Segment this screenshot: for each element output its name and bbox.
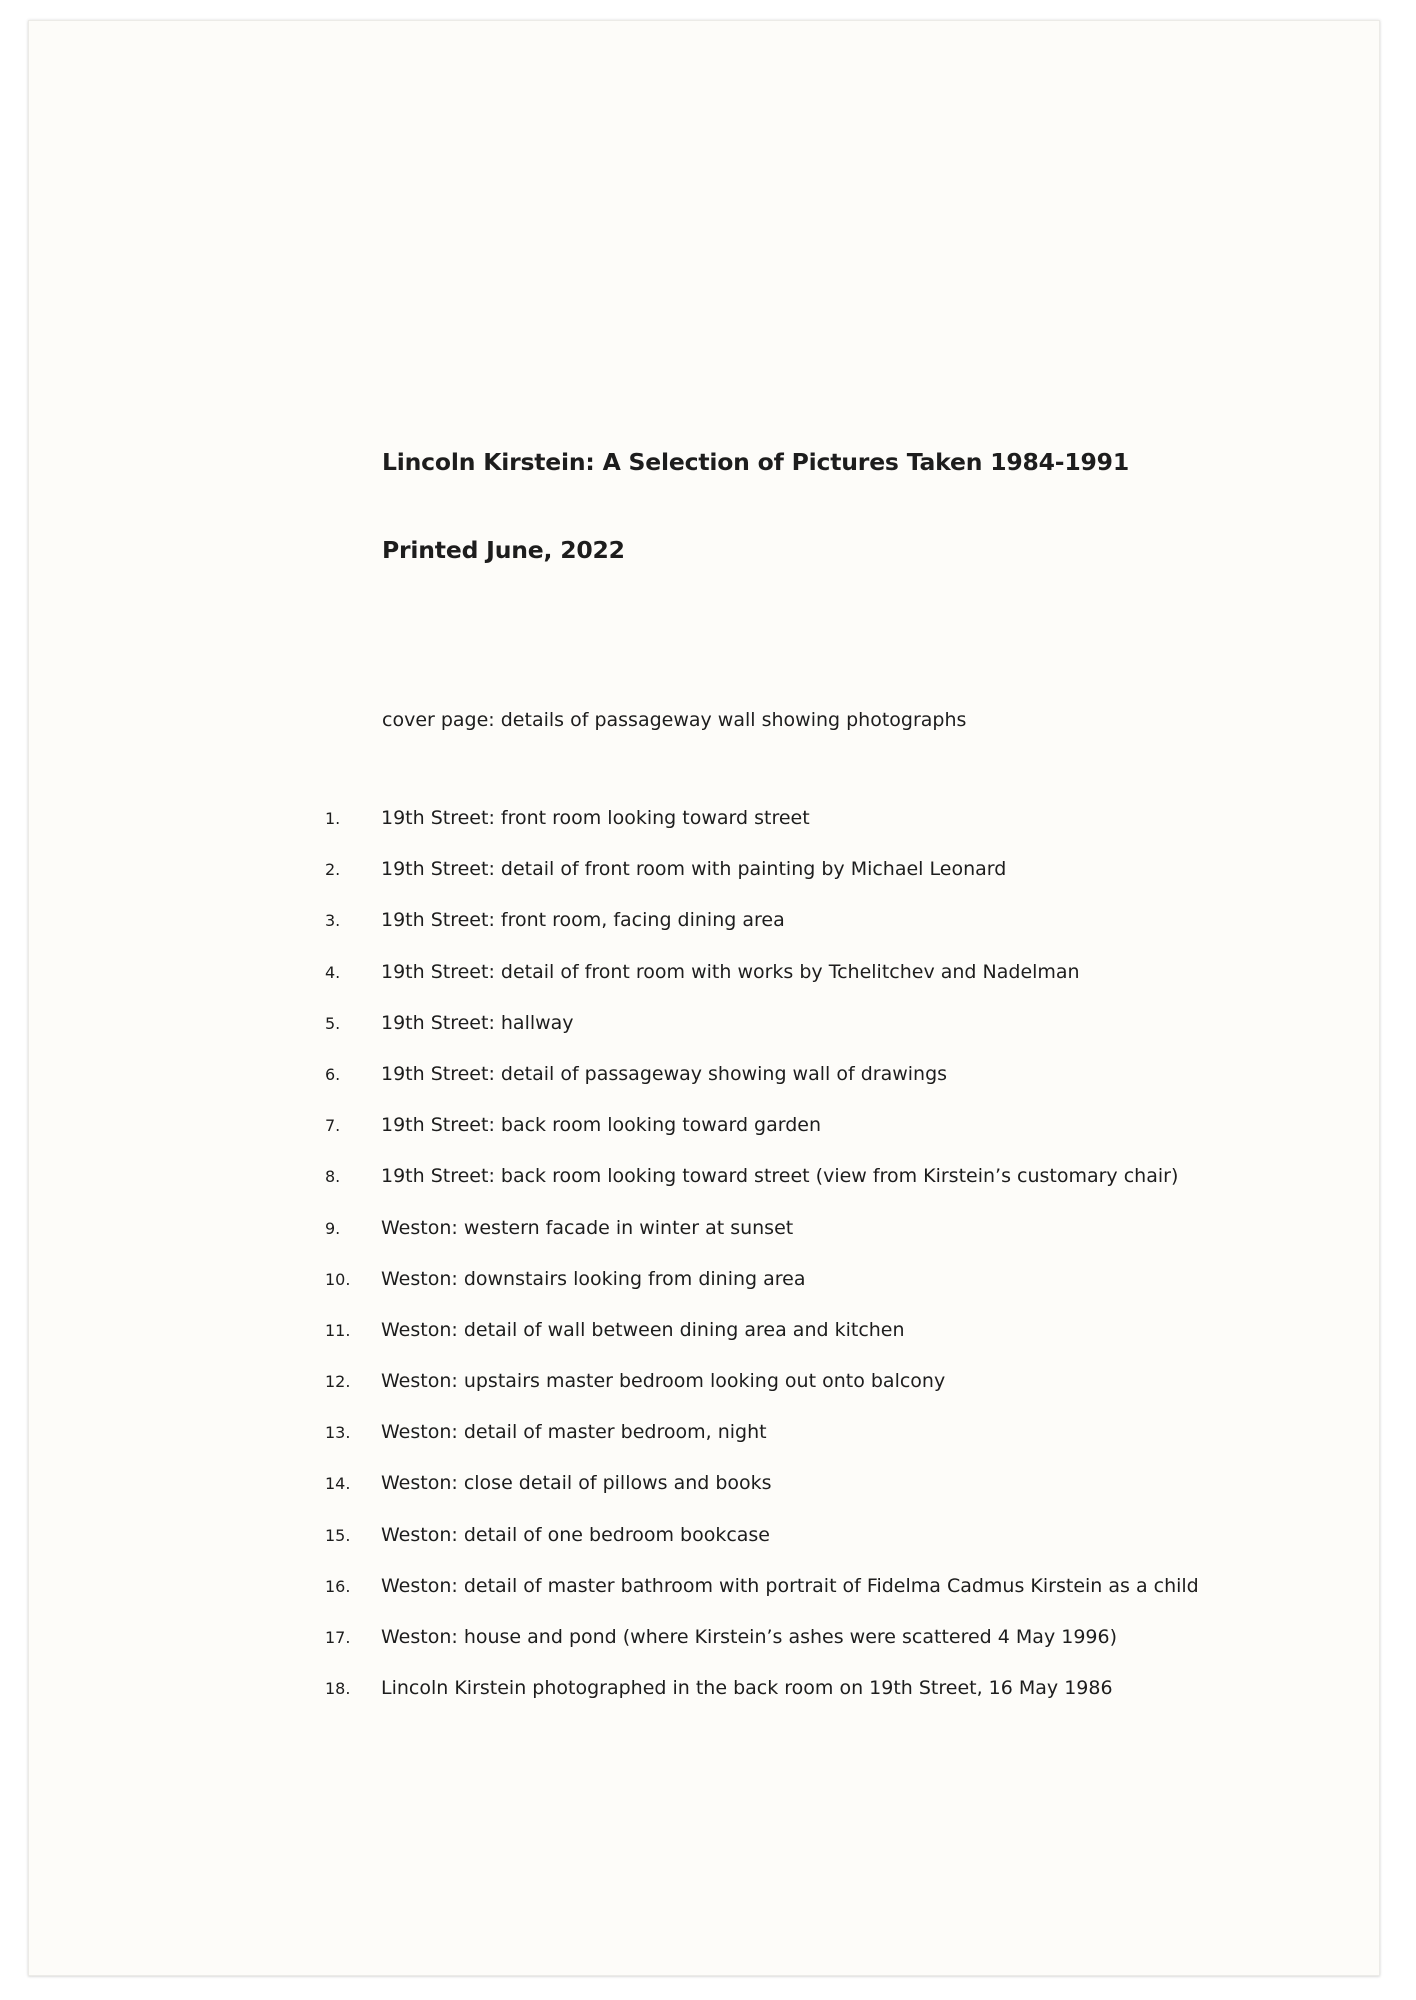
item-number: 8. xyxy=(325,1167,341,1187)
item-number: 3. xyxy=(325,911,341,931)
list-item xyxy=(325,1524,1199,1575)
item-caption: 19th Street: back room looking toward garden xyxy=(381,1114,822,1137)
item-number: 10. xyxy=(325,1269,351,1289)
item-number: 4. xyxy=(325,962,341,982)
item-caption: 19th Street: front room, facing dining area xyxy=(381,909,785,932)
item-caption: Weston: close detail of pillows and books xyxy=(381,1472,772,1495)
item-caption: Weston: house and pond (where Kirstein’s ashes were scattered 4 May 1996) xyxy=(381,1626,1117,1648)
item-caption: Weston: upstairs master bedroom looking out onto balcony xyxy=(381,1370,946,1393)
item-caption: Weston: detail of one bedroom bookcase xyxy=(381,1523,770,1546)
item-caption: Weston: detail of master bathroom with portrait of Fidelma Cadmus Kirstein as a child xyxy=(381,1574,1199,1597)
list-item xyxy=(325,961,1199,1012)
list-item xyxy=(325,1677,1199,1728)
item-number: 18. xyxy=(325,1679,351,1699)
item-number: 5. xyxy=(325,1013,341,1033)
list-item xyxy=(325,1063,1199,1114)
item-number: 11. xyxy=(325,1320,351,1340)
item-number: 7. xyxy=(325,1116,341,1136)
item-number: 6. xyxy=(325,1064,341,1084)
item-number: 1. xyxy=(325,809,341,828)
list-item xyxy=(325,807,1199,858)
list-item xyxy=(325,1268,1199,1319)
item-caption: Weston: downstairs looking from dining area xyxy=(381,1267,806,1290)
cover-note: cover page: details of passageway wall showing photographs xyxy=(382,709,967,731)
item-number: 15. xyxy=(325,1525,351,1545)
list-item xyxy=(325,1472,1199,1523)
list-item xyxy=(325,858,1199,909)
item-caption: 19th Street: front room looking toward street xyxy=(381,807,810,829)
item-caption: 19th Street: back room looking toward street (view from Kirstein’s customary chair) xyxy=(381,1165,1179,1188)
list-item xyxy=(325,1575,1199,1626)
item-caption: Weston: detail of master bedroom, night xyxy=(381,1421,767,1444)
item-caption: 19th Street: detail of front room with works by Tchelitchev and Nadelman xyxy=(381,960,1080,983)
item-number: 14. xyxy=(325,1474,351,1494)
item-number: 12. xyxy=(325,1372,351,1392)
print-date: Printed June, 2022 xyxy=(382,536,625,564)
item-number: 16. xyxy=(325,1576,351,1596)
list-item xyxy=(325,1626,1199,1677)
item-number: 13. xyxy=(325,1423,351,1443)
plate-list xyxy=(325,807,1199,1728)
list-item xyxy=(325,1217,1199,1268)
item-caption: Lincoln Kirstein photographed in the back room on 19th Street, 16 May 1986 xyxy=(381,1677,1113,1700)
list-item xyxy=(325,1319,1199,1370)
list-item xyxy=(325,909,1199,960)
list-item xyxy=(325,1012,1199,1063)
document-title: Lincoln Kirstein: A Selection of Pictures Taken 1984-1991 xyxy=(382,448,1129,476)
item-caption: Weston: western facade in winter at sunset xyxy=(381,1216,794,1239)
item-caption: Weston: detail of wall between dining area and kitchen xyxy=(381,1318,905,1341)
item-number: 17. xyxy=(325,1628,351,1647)
item-caption: 19th Street: hallway xyxy=(381,1011,574,1034)
list-item xyxy=(325,1114,1199,1165)
document-page xyxy=(28,20,1380,1976)
item-caption: 19th Street: detail of front room with painting by Michael Leonard xyxy=(381,858,1007,881)
list-item xyxy=(325,1165,1199,1216)
item-caption: 19th Street: detail of passageway showing wall of drawings xyxy=(381,1062,948,1085)
list-item xyxy=(325,1421,1199,1472)
item-number: 2. xyxy=(325,860,341,880)
item-number: 9. xyxy=(325,1218,341,1238)
list-item xyxy=(325,1370,1199,1421)
